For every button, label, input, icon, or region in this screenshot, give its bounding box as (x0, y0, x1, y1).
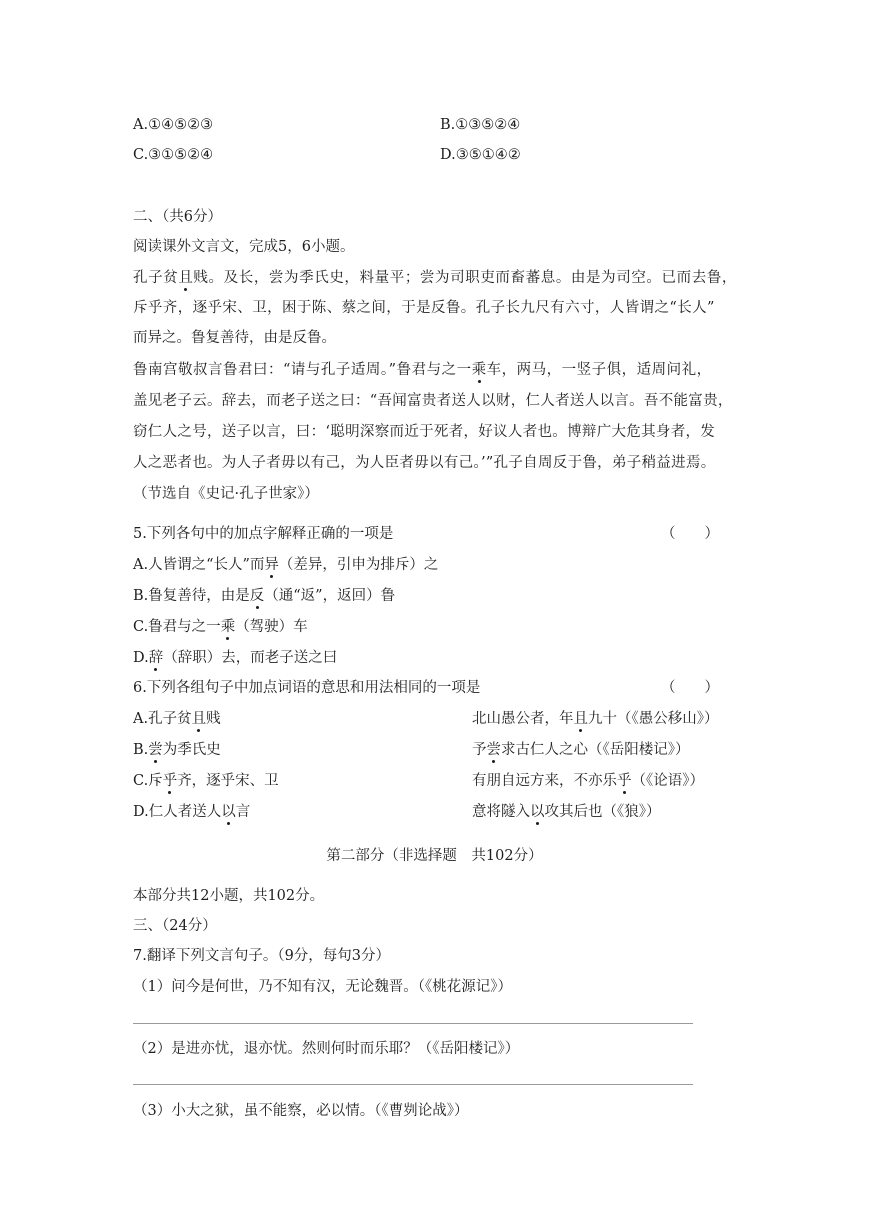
q5-option-a: A.人皆谓之“长人”而异（差异，引申为排斥）之 (133, 557, 439, 573)
q6-option-a-right: 北山愚公者，年且九十（《愚公移山》） (472, 711, 719, 727)
q6-option-c-right: 有朋自远方来，不亦乐乎（《论语》） (472, 773, 704, 789)
dotted-char: 反 (249, 588, 265, 604)
q5-option-b: B.鲁复善待，由是反（通“返”，返回）鲁 (133, 588, 396, 604)
passage-line: 人之恶者也。为人子者毋以有己，为人臣者毋以有己。’”孔子自周反于鲁，弟子稍益进焉。 (133, 455, 716, 471)
part-intro: 本部分共12小题，共102分。 (133, 888, 325, 904)
dotted-char: 乎 (617, 773, 632, 789)
dotted-char: 乘 (471, 362, 487, 378)
option-b: B.①③⑤②④ (440, 117, 521, 133)
instruction: 阅读课外文言文，完成5，6小题。 (133, 239, 355, 255)
dotted-char: 且 (573, 711, 588, 727)
q5-option-d: D.辞（辞职）去，而老子送之曰 (133, 650, 338, 666)
passage-line: 而异之。鲁复善待，由是反鲁。 (133, 330, 336, 346)
dotted-char: 且 (191, 711, 207, 727)
passage-line: 盖见老子云。辞去，而老子送之曰：“吾闻富贵者送人以财，仁人者送人以言。吾不能富贵， (133, 393, 733, 409)
option-c: C.③①⑤②④ (133, 147, 214, 163)
q6-option-b-left: B.尝为季氏史 (133, 742, 221, 758)
dotted-char: 且 (178, 270, 194, 286)
answer-line[interactable] (133, 1084, 693, 1085)
part-title: 第二部分（非选择题 共102分） (326, 848, 543, 864)
dotted-char: 辞 (148, 650, 164, 666)
question-6-stem: 6.下列各组句子中加点词语的意思和用法相同的一项是 (133, 680, 481, 696)
option-d: D.③⑤①④② (440, 147, 521, 163)
dotted-char: 异 (264, 557, 279, 573)
q6-option-d-left: D.仁人者送人以言 (133, 804, 251, 820)
q7-item-3: （3）小大之狱，虽不能察，必以情。（《曹刿论战》） (133, 1103, 469, 1119)
q6-option-a-left: A.孔子贫且贱 (133, 711, 221, 727)
question-7-stem: 7.翻译下列文言句子。（9分，每句3分） (133, 948, 391, 964)
dotted-char: 乘 (220, 619, 236, 635)
q7-item-1: （1）问今是何世，乃不知有汉，无论魏晋。（《桃花源记》） (133, 979, 512, 995)
q7-item-2: （2）是进亦忧，退亦忧。然则何时而乐耶？（《岳阳楼记》） (133, 1041, 520, 1057)
dotted-char: 以 (530, 804, 545, 820)
dotted-char: 尝 (486, 742, 501, 758)
answer-blank: （ ） (661, 680, 719, 696)
q5-option-c: C.鲁君与之一乘（驾驶）车 (133, 619, 308, 635)
answer-line[interactable] (133, 1023, 693, 1024)
q6-option-d-right: 意将隧入以攻其后也（《狼》） (472, 804, 661, 820)
answer-blank: （ ） (661, 526, 719, 542)
passage-source: （节选自《史记·孔子世家》） (133, 486, 319, 502)
q6-option-c-left: C.斥乎齐，逐乎宋、卫 (133, 773, 279, 789)
passage-line: 孔子贫且贱。及长，尝为季氏史，料量平；尝为司职吏而畜蕃息。由是为司空。已而去鲁， (133, 270, 738, 286)
section-heading: 三、（24分） (133, 918, 217, 934)
dotted-char: 乎 (162, 773, 178, 789)
section-heading: 二、（共6分） (133, 209, 222, 225)
q6-option-b-right: 予尝求古仁人之心（《岳阳楼记》） (472, 742, 690, 758)
passage-line: 斥乎齐，逐乎宋、卫，困于陈、蔡之间，于是反鲁。孔子长九尺有六寸，人皆谓之“长人” (133, 300, 715, 316)
dotted-char: 尝 (148, 742, 163, 758)
option-a: A.①④⑤②③ (133, 117, 214, 133)
passage-line: 窃仁人之号，送子以言，曰：‘聪明深察而近于死者，好议人者也。博辩广大危其身者，发 (133, 424, 716, 440)
dotted-char: 以 (221, 804, 236, 820)
question-5-stem: 5.下列各句中的加点字解释正确的一项是 (133, 526, 394, 542)
passage-line: 鲁南宫敬叔言鲁君曰：“请与孔子适周。”鲁君与之一乘车，两马，一竖子俱，适周问礼， (133, 362, 712, 378)
